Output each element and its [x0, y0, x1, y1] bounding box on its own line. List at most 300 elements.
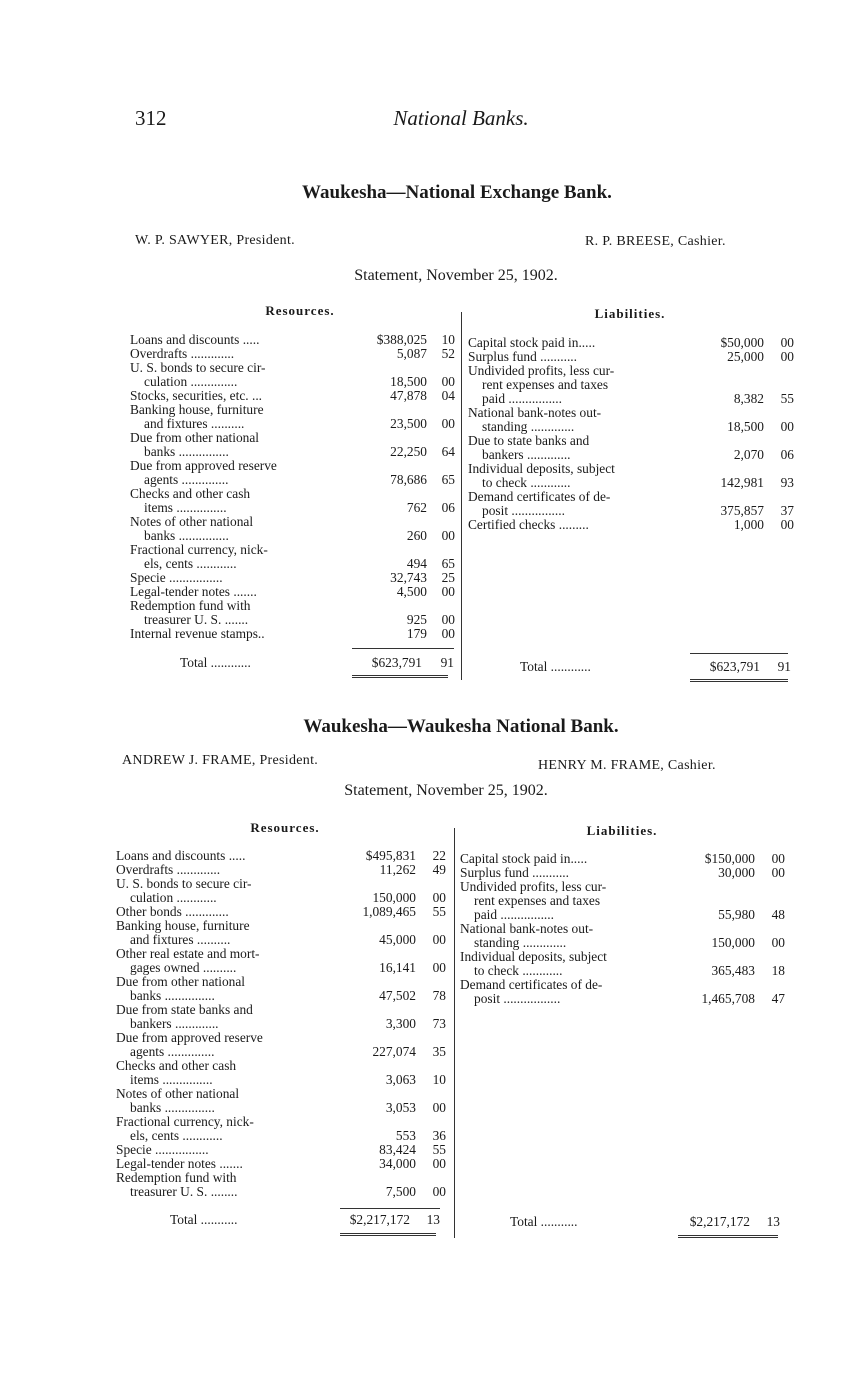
ledger-line [460, 852, 785, 866]
entry-cents: 25 [441, 570, 455, 585]
resource-entry [116, 1031, 446, 1059]
liabilities-total-dollars: $2,217,172 [689, 1214, 750, 1229]
entry-cents: 10 [432, 1072, 446, 1087]
liabilities-total-label: Total ........... [510, 1214, 578, 1229]
resource-entry [116, 975, 446, 1003]
entry-label: Legal-tender notes ....... [116, 1156, 243, 1171]
ledger-line [460, 908, 785, 922]
entry-label: culation ............ [130, 890, 217, 905]
entry-cents: 00 [780, 419, 794, 434]
entry-cents: 37 [780, 503, 794, 518]
entry-label: Due from approved reserve [130, 458, 277, 473]
ledger-line [130, 389, 455, 403]
liabilities-total-dollars: $623,791 [709, 659, 760, 674]
entry-cents: 64 [441, 444, 455, 459]
ledger-line [460, 964, 785, 978]
ledger-line [468, 392, 794, 406]
entry-label: posit ................ [482, 503, 565, 518]
ledger-line [130, 459, 455, 473]
ledger-line [130, 543, 455, 557]
ledger-line [116, 1157, 446, 1171]
ledger-line [116, 1073, 446, 1087]
liability-entry [468, 364, 794, 406]
entry-cents: 00 [780, 335, 794, 350]
entry-cents: 93 [780, 475, 794, 490]
ledger-line [460, 866, 785, 880]
ledger-line [468, 462, 794, 476]
resource-entry [130, 347, 455, 361]
entry-label: rent expenses and taxes [482, 377, 609, 392]
entry-cents: 00 [432, 1156, 446, 1171]
resource-entry [130, 585, 455, 599]
entry-label: and fixtures .......... [144, 416, 245, 431]
entry-label: Checks and other cash [130, 486, 251, 501]
ledger-line [468, 350, 794, 364]
entry-label: Demand certificates of de- [468, 489, 611, 504]
entry-cents: 06 [441, 500, 455, 515]
entry-dollars: 925 [406, 612, 427, 627]
entry-dollars: 375,857 [720, 503, 764, 518]
entry-cents: 55 [780, 391, 794, 406]
resources-heading: Resources. [265, 303, 335, 318]
ledger-line [116, 1031, 446, 1045]
entry-dollars: 55,980 [718, 907, 755, 922]
entry-dollars: 34,000 [379, 1156, 416, 1171]
entry-dollars: 18,500 [727, 419, 764, 434]
ledger-line [130, 571, 455, 585]
entry-label: Individual deposits, subject [468, 461, 615, 476]
entry-label: Notes of other national [130, 514, 254, 529]
entry-cents: 00 [441, 612, 455, 627]
ledger-line [116, 1129, 446, 1143]
entry-dollars: 45,000 [379, 932, 416, 947]
entry-label: banks ............... [130, 988, 215, 1003]
liability-entry [468, 336, 794, 350]
total-rule [690, 653, 788, 654]
entry-label: U. S. bonds to secure cir- [130, 360, 266, 375]
resources-total-double-rule [352, 675, 448, 678]
ledger-line [468, 448, 794, 462]
ledger-line [130, 473, 455, 487]
entry-cents: 00 [441, 584, 455, 599]
entry-cents: 10 [441, 332, 455, 347]
entry-dollars: 4,500 [396, 584, 427, 599]
ledger-line [130, 585, 455, 599]
entry-cents: 00 [771, 851, 785, 866]
entry-label: Fractional currency, nick- [116, 1114, 254, 1129]
bank-title: Waukesha—Waukesha National Bank. [303, 716, 619, 737]
entry-label: Checks and other cash [116, 1058, 237, 1073]
entry-cents: 00 [432, 960, 446, 975]
ledger-line [116, 947, 446, 961]
ledger-line [468, 406, 794, 420]
ledger-line [460, 880, 785, 894]
ledger-line [468, 518, 794, 532]
ledger-line [460, 922, 785, 936]
entry-dollars: $150,000 [704, 851, 755, 866]
entry-label: treasurer U. S. ........ [130, 1184, 238, 1199]
entry-dollars: 25,000 [727, 349, 764, 364]
resource-entry [130, 361, 455, 389]
entry-dollars: 7,500 [385, 1184, 416, 1199]
entry-label: agents .............. [130, 1044, 215, 1059]
entry-dollars: 150,000 [711, 935, 755, 950]
liabilities-heading: Liabilities. [594, 306, 666, 321]
entry-cents: 35 [432, 1044, 446, 1059]
entry-dollars: 494 [406, 556, 427, 571]
cashier: HENRY M. FRAME, Cashier. [538, 758, 716, 773]
liabilities-total-label: Total ............ [520, 659, 591, 674]
entry-label: paid ................ [474, 907, 554, 922]
entry-cents: 00 [441, 416, 455, 431]
entry-cents: 04 [441, 388, 455, 403]
resources-total-dollars: $2,217,172 [349, 1212, 410, 1227]
ledger-line [116, 1059, 446, 1073]
ledger-line [116, 849, 446, 863]
entry-cents: 00 [432, 932, 446, 947]
ledger-line [130, 599, 455, 613]
entry-label: Specie ................ [130, 570, 223, 585]
ledger-line [468, 378, 794, 392]
ledger-line [130, 557, 455, 571]
ledger-line [116, 1171, 446, 1185]
entry-cents: 73 [432, 1016, 446, 1031]
liability-entry [460, 866, 785, 880]
ledger-line [130, 375, 455, 389]
resource-entry [130, 333, 455, 347]
entry-label: Other bonds ............. [116, 904, 229, 919]
resource-entry [116, 1087, 446, 1115]
entry-dollars: 23,500 [390, 416, 427, 431]
ledger-line [130, 431, 455, 445]
ledger-line [116, 1115, 446, 1129]
statement-date: Statement, November 25, 1902. [344, 782, 548, 799]
entry-label: els, cents ............ [144, 556, 237, 571]
entry-label: National bank-notes out- [468, 405, 602, 420]
entry-label: Surplus fund ........... [460, 865, 569, 880]
entry-label: Capital stock paid in..... [468, 335, 596, 350]
entry-cents: 65 [441, 556, 455, 571]
entry-label: items ............... [144, 500, 227, 515]
liability-entry [460, 950, 785, 978]
entry-cents: 36 [432, 1128, 446, 1143]
entry-cents: 55 [432, 1142, 446, 1157]
resource-entry [116, 1171, 446, 1199]
resources-total-label: Total ........... [170, 1212, 238, 1227]
liabilities-total-double-rule [678, 1235, 778, 1238]
entry-dollars: 1,000 [733, 517, 764, 532]
entry-dollars: 30,000 [718, 865, 755, 880]
entry-dollars: 22,250 [390, 444, 427, 459]
ledger-line [460, 894, 785, 908]
ledger-line [116, 919, 446, 933]
ledger-line [130, 487, 455, 501]
entry-label: Specie ................ [116, 1142, 209, 1157]
entry-label: agents .............. [144, 472, 229, 487]
ledger-line [130, 347, 455, 361]
resources-total-cents: 13 [426, 1212, 440, 1227]
entry-cents: 22 [432, 848, 446, 863]
entry-label: paid ................ [482, 391, 562, 406]
resource-entry [130, 403, 455, 431]
entry-dollars: 78,686 [390, 472, 427, 487]
ledger-line [460, 978, 785, 992]
entry-label: National bank-notes out- [460, 921, 594, 936]
entry-label: banks ............... [130, 1100, 215, 1115]
entry-dollars: 553 [395, 1128, 416, 1143]
resource-entry [130, 599, 455, 627]
entry-dollars: 16,141 [379, 960, 416, 975]
resources-table [116, 849, 446, 1199]
entry-dollars: 3,053 [385, 1100, 416, 1115]
page-number: 312 [135, 106, 167, 130]
ledger-line [116, 989, 446, 1003]
resource-entry [130, 515, 455, 543]
president: W. P. SAWYER, President. [135, 233, 295, 248]
entry-label: standing ............. [482, 419, 575, 434]
resource-entry [116, 877, 446, 905]
entry-label: Due from state banks and [116, 1002, 253, 1017]
entry-dollars: 3,063 [385, 1072, 416, 1087]
ledger-line [116, 933, 446, 947]
column-divider [461, 312, 462, 680]
entry-cents: 55 [432, 904, 446, 919]
ledger-line [130, 445, 455, 459]
entry-label: Due to state banks and [468, 433, 590, 448]
liability-entry [468, 434, 794, 462]
resource-entry [116, 849, 446, 863]
resource-entry [116, 863, 446, 877]
resources-heading: Resources. [250, 820, 320, 835]
ledger-line [130, 613, 455, 627]
resource-entry [116, 1157, 446, 1171]
ledger-line [460, 950, 785, 964]
ledger-line [468, 504, 794, 518]
entry-label: Undivided profits, less cur- [468, 363, 615, 378]
entry-label: Other real estate and mort- [116, 946, 260, 961]
ledger-line [468, 336, 794, 350]
ledger-line [130, 529, 455, 543]
entry-cents: 00 [441, 528, 455, 543]
ledger-line [116, 1101, 446, 1115]
entry-cents: 00 [771, 935, 785, 950]
entry-cents: 00 [432, 890, 446, 905]
resource-entry [130, 627, 455, 641]
entry-cents: 00 [441, 626, 455, 641]
entry-label: Redemption fund with [130, 598, 251, 613]
entry-label: Overdrafts ............. [130, 346, 235, 361]
resource-entry [130, 459, 455, 487]
entry-label: Banking house, furniture [116, 918, 250, 933]
entry-dollars: 47,502 [379, 988, 416, 1003]
liability-entry [468, 518, 794, 532]
entry-label: banks ............... [144, 528, 229, 543]
cashier: R. P. BREESE, Cashier. [585, 234, 726, 249]
resources-table [130, 333, 455, 641]
total-rule [340, 1208, 440, 1209]
entry-label: Individual deposits, subject [460, 949, 607, 964]
resources-total-cents: 91 [440, 655, 454, 670]
entry-dollars: 1,465,708 [701, 991, 755, 1006]
entry-label: Surplus fund ........... [468, 349, 577, 364]
entry-label: bankers ............. [130, 1016, 219, 1031]
liabilities-total-double-rule [690, 679, 788, 682]
liability-entry [460, 852, 785, 866]
ledger-line [116, 1087, 446, 1101]
entry-label: Overdrafts ............. [116, 862, 221, 877]
resources-total-double-rule [340, 1233, 436, 1236]
entry-cents: 00 [780, 349, 794, 364]
resource-entry [116, 919, 446, 947]
ledger-line [130, 403, 455, 417]
liabilities-total-cents: 91 [777, 659, 791, 674]
ledger-line [468, 420, 794, 434]
resource-entry [130, 543, 455, 571]
running-title: National Banks. [393, 106, 529, 130]
entry-dollars: 260 [406, 528, 427, 543]
president: ANDREW J. FRAME, President. [122, 753, 319, 768]
entry-dollars: 2,070 [733, 447, 764, 462]
resource-entry [116, 905, 446, 919]
entry-cents: 47 [771, 991, 785, 1006]
entry-dollars: 227,074 [372, 1044, 416, 1059]
ledger-line [116, 877, 446, 891]
entry-label: Undivided profits, less cur- [460, 879, 607, 894]
entry-label: Capital stock paid in..... [460, 851, 588, 866]
entry-dollars: 142,981 [720, 475, 764, 490]
liability-entry [468, 490, 794, 518]
entry-cents: 06 [780, 447, 794, 462]
resource-entry [116, 1115, 446, 1143]
ledger-line [460, 992, 785, 1006]
resource-entry [130, 487, 455, 515]
resource-entry [130, 431, 455, 459]
entry-cents: 18 [771, 963, 785, 978]
liabilities-table [468, 336, 794, 532]
resource-entry [116, 1059, 446, 1087]
entry-dollars: $388,025 [376, 332, 427, 347]
entry-label: Due from other national [116, 974, 246, 989]
entry-label: to check ............ [474, 963, 563, 978]
entry-label: Stocks, securities, etc. ... [130, 388, 263, 403]
liability-entry [460, 922, 785, 950]
ledger-line [468, 364, 794, 378]
entry-dollars: 179 [406, 626, 427, 641]
entry-label: items ............... [130, 1072, 213, 1087]
entry-label: U. S. bonds to secure cir- [116, 876, 252, 891]
entry-dollars: 762 [406, 500, 427, 515]
entry-dollars: 18,500 [390, 374, 427, 389]
entry-label: Loans and discounts ..... [130, 332, 260, 347]
ledger-line [116, 863, 446, 877]
entry-dollars: 32,743 [390, 570, 427, 585]
entry-cents: 00 [432, 1100, 446, 1115]
ledger-line [130, 515, 455, 529]
ledger-line [130, 627, 455, 641]
ledger-line [130, 417, 455, 431]
ledger-line [468, 434, 794, 448]
entry-label: Loans and discounts ..... [116, 848, 246, 863]
ledger-line [116, 1017, 446, 1031]
entry-cents: 52 [441, 346, 455, 361]
column-divider [454, 828, 455, 1238]
ledger-line [116, 1185, 446, 1199]
entry-dollars: 3,300 [385, 1016, 416, 1031]
ledger-line [116, 905, 446, 919]
entry-dollars: $495,831 [365, 848, 416, 863]
entry-label: Notes of other national [116, 1086, 240, 1101]
ledger-line [468, 490, 794, 504]
entry-label: gages owned .......... [130, 960, 237, 975]
liability-entry [468, 350, 794, 364]
statement-date: Statement, November 25, 1902. [354, 267, 558, 284]
liabilities-table [460, 852, 785, 1006]
entry-label: Due from other national [130, 430, 260, 445]
ledger-line [116, 975, 446, 989]
total-rule [352, 648, 454, 649]
entry-dollars: 1,089,465 [362, 904, 416, 919]
entry-cents: 00 [441, 374, 455, 389]
entry-label: to check ............ [482, 475, 571, 490]
liability-entry [460, 880, 785, 922]
bank-title: Waukesha—National Exchange Bank. [302, 182, 612, 203]
entry-dollars: 365,483 [711, 963, 755, 978]
resource-entry [116, 1143, 446, 1157]
entry-label: Banking house, furniture [130, 402, 264, 417]
entry-label: posit ................. [474, 991, 561, 1006]
liabilities-total-cents: 13 [766, 1214, 780, 1229]
entry-label: treasurer U. S. ....... [144, 612, 249, 627]
entry-cents: 48 [771, 907, 785, 922]
entry-label: banks ............... [144, 444, 229, 459]
entry-label: Due from approved reserve [116, 1030, 263, 1045]
ledger-line [460, 936, 785, 950]
liability-entry [468, 406, 794, 434]
ledger-line [130, 361, 455, 375]
ledger-line [130, 333, 455, 347]
entry-dollars: 150,000 [372, 890, 416, 905]
entry-cents: 65 [441, 472, 455, 487]
ledger-line [116, 1003, 446, 1017]
entry-label: Legal-tender notes ....... [130, 584, 257, 599]
entry-label: Demand certificates of de- [460, 977, 603, 992]
entry-dollars: 47,878 [390, 388, 427, 403]
ledger-line [116, 961, 446, 975]
resource-entry [130, 389, 455, 403]
entry-label: Fractional currency, nick- [130, 542, 268, 557]
entry-label: rent expenses and taxes [474, 893, 601, 908]
entry-dollars: 5,087 [396, 346, 427, 361]
entry-dollars: $50,000 [720, 335, 764, 350]
ledger-line [116, 891, 446, 905]
entry-label: culation .............. [144, 374, 238, 389]
entry-label: Redemption fund with [116, 1170, 237, 1185]
ledger-line [116, 1045, 446, 1059]
entry-label: standing ............. [474, 935, 567, 950]
entry-label: bankers ............. [482, 447, 571, 462]
liability-entry [468, 462, 794, 490]
ledger-line [468, 476, 794, 490]
resource-entry [116, 947, 446, 975]
ledger-line [130, 501, 455, 515]
entry-cents: 00 [432, 1184, 446, 1199]
entry-cents: 00 [780, 517, 794, 532]
entry-cents: 49 [432, 862, 446, 877]
resource-entry [130, 571, 455, 585]
entry-dollars: 8,382 [733, 391, 764, 406]
entry-label: and fixtures .......... [130, 932, 231, 947]
resources-total-label: Total ............ [180, 655, 251, 670]
